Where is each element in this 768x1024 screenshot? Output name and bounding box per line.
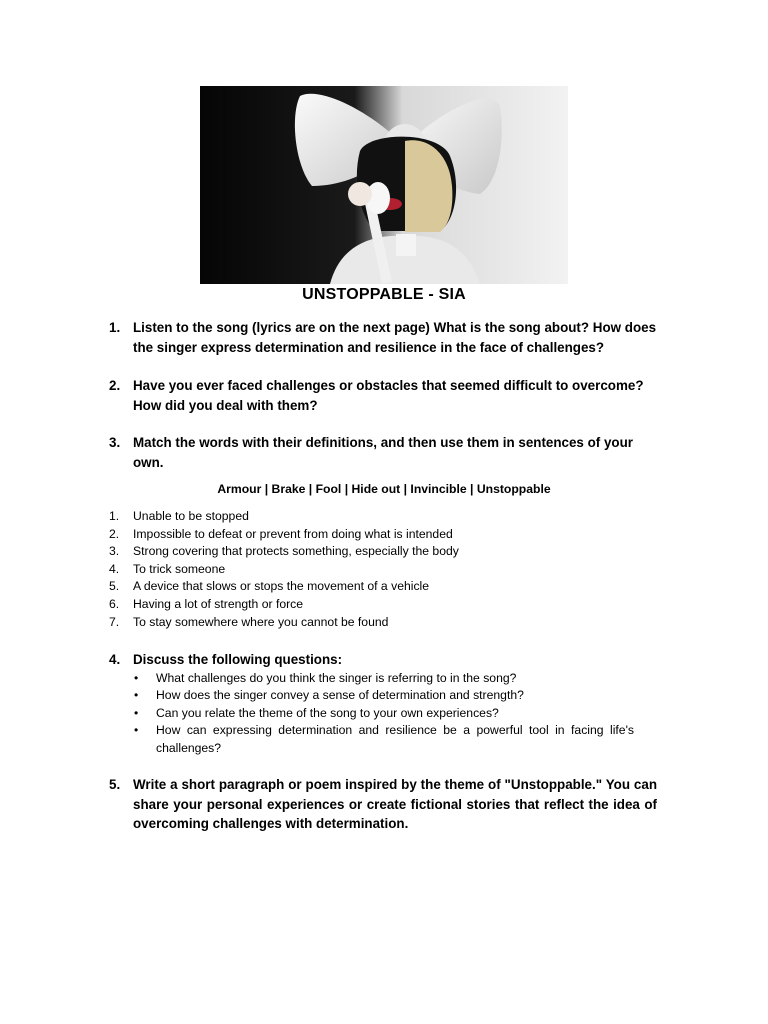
list-item xyxy=(109,614,669,632)
discussion-list xyxy=(133,670,634,758)
definition-text: To trick someone xyxy=(133,561,226,576)
definition-text: Impossible to defeat or prevent from doing what is intended xyxy=(133,526,453,541)
question-2 xyxy=(109,376,657,415)
item-number: 2. xyxy=(109,526,120,541)
definition-text: Strong covering that protects something, especially the body xyxy=(133,544,459,559)
word-bank: Armour | Brake | Fool | Hide out | Invincible | Unstoppable xyxy=(217,482,551,496)
definition-text: A device that slows or stops the movement of a vehicle xyxy=(133,579,430,594)
question-number: 4. xyxy=(109,652,121,667)
question-number: 5. xyxy=(109,777,121,792)
bullet-icon: • xyxy=(134,670,139,685)
singer-photo-illustration xyxy=(200,86,568,284)
item-number: 5. xyxy=(109,579,120,594)
question-text: Listen to the song (lyrics are on the next page) What is the song about? How does the singer express determination and resilience in the face of challenges? xyxy=(133,320,657,355)
list-item xyxy=(109,526,669,544)
list-item xyxy=(109,578,669,596)
list-item xyxy=(133,722,634,757)
question-text: Discuss the following questions: xyxy=(133,652,343,667)
question-5 xyxy=(109,775,657,834)
question-number: 2. xyxy=(109,378,121,393)
list-item xyxy=(109,508,669,526)
question-number: 1. xyxy=(109,320,121,335)
question-text: Write a short paragraph or poem inspired by the theme of "Unstoppable." You can share your personal experiences or create fictional stories that reflect the idea of overcoming challenges with determination. xyxy=(133,777,657,831)
item-number: 1. xyxy=(109,509,120,523)
bullet-icon: • xyxy=(134,723,139,738)
question-text: Match the words with their definitions, and then use them in sentences of your own. xyxy=(133,435,633,470)
discussion-text: What challenges do you think the singer is referring to in the song? xyxy=(156,670,517,685)
definition-text: Having a lot of strength or force xyxy=(133,596,304,611)
item-number: 6. xyxy=(109,596,120,611)
question-3 xyxy=(109,433,657,472)
discussion-text: How does the singer convey a sense of determination and strength? xyxy=(156,688,524,703)
item-number: 3. xyxy=(109,544,120,559)
list-item xyxy=(109,543,669,561)
list-item xyxy=(109,596,669,614)
discussion-text: How can expressing determination and resilience be a powerful tool in facing life's challenges? xyxy=(156,723,634,755)
definition-text: Unable to be stopped xyxy=(133,509,249,523)
discussion-text: Can you relate the theme of the song to your own experiences? xyxy=(156,705,499,720)
question-4 xyxy=(109,650,657,757)
list-item xyxy=(133,705,634,723)
item-number: 7. xyxy=(109,614,120,629)
definition-text: To stay somewhere where you cannot be found xyxy=(133,614,389,629)
list-item xyxy=(109,561,669,579)
bullet-icon: • xyxy=(134,688,139,703)
definition-list xyxy=(109,508,669,631)
bullet-icon: • xyxy=(134,705,139,720)
item-number: 4. xyxy=(109,561,120,576)
question-text: Have you ever faced challenges or obstacles that seemed difficult to overcome? How did you deal with them? xyxy=(133,378,644,413)
question-1 xyxy=(109,318,657,357)
question-number: 3. xyxy=(109,435,121,450)
singer-photo xyxy=(200,86,568,284)
list-item xyxy=(133,687,634,705)
page-title: UNSTOPPABLE - SIA xyxy=(302,286,466,303)
list-item xyxy=(133,670,634,688)
